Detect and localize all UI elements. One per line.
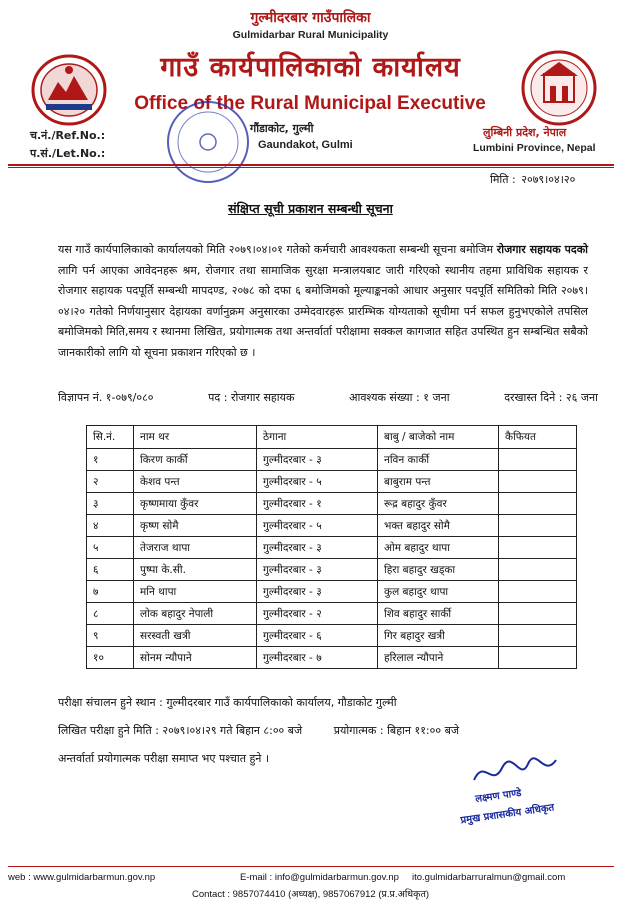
exam-venue: परीक्षा संचालन हुने स्थान : गुल्मीदरबार गाउँ कार्यपालिकाको कार्यालय, गौडाकोट गुल्मी: [58, 696, 397, 709]
cell-sn: ९: [87, 625, 134, 647]
adv-no: विज्ञापन नं. १-०७९/०८०: [58, 391, 154, 404]
header-divider: [8, 164, 614, 166]
cell-sn: ३: [87, 493, 134, 515]
cell-remarks: [499, 581, 577, 603]
written-exam-date: लिखित परीक्षा हुने मिति : २०७९।०४।२९ गते बिहान ८:०० बजे: [58, 724, 303, 737]
cell-sn: १: [87, 449, 134, 471]
cell-name: केशव पन्त: [134, 471, 257, 493]
cell-address: गुल्मीदरबार - ७: [257, 647, 378, 669]
cell-remarks: [499, 603, 577, 625]
col-header-sn: सि.नं.: [87, 426, 134, 449]
table-row: [87, 647, 577, 669]
letter-no-label: प.सं./Let.No.:: [30, 147, 106, 160]
col-header-remarks: कैफियत: [499, 426, 577, 449]
notice-body: [58, 240, 588, 363]
cell-address: गुल्मीदरबार - ३: [257, 559, 378, 581]
required-count: आवश्यक संख्या : १ जना: [349, 391, 450, 404]
cell-sn: ७: [87, 581, 134, 603]
cell-name: मनि थापा: [134, 581, 257, 603]
ref-no-label: च.नं./Ref.No.:: [30, 129, 106, 142]
office-title-np: गाउँ कार्यपालिकाको कार्यालय: [160, 52, 461, 83]
address-en: Gaundakot, Gulmi: [258, 139, 353, 151]
cell-sn: ४: [87, 515, 134, 537]
table-row: [87, 581, 577, 603]
cell-sn: ६: [87, 559, 134, 581]
notice-body-part2: लागि पर्न आएका आवेदनहरू श्रम, रोजगार तथा सामाजिक सुरक्षा मन्त्रालयबाट जारी गरिएको स्थानीय तहमा प्राविधिक सहायक र रोजगार सहायक पदपूर्ति सम्बन्धी मापदण्ड, २०७८ को दफा ६ बमोजिमको मूल्याङ्कनको आधार अनुसार पदपूर्ति समितिको मिति २०७९।०४।२० गतेको निर्णयानुसार देहायका वर्णानुक्रम अनुसारका उम्मेदवारहरू प्रारम्भिक योग्यताको सूचीमा पर्न सफल हुनुभएकोले तपसिल बमोजिमको मिति,समय र स्थानमा लिखित, प्रयोगात्मक तथा अन्तर्वार्ता परीक्षामा सक्कल कागजात सहित उपस्थित हुन सम्बन्धित सबैको जानकारीको लागि यो सूचना प्रकाशन गरिएको छ ।: [58, 263, 588, 359]
cell-parent: नविन कार्की: [378, 449, 499, 471]
cell-name: कृष्ण सोमै: [134, 515, 257, 537]
cell-parent: भक्त बहादुर सोमै: [378, 515, 499, 537]
date-value: २०७९।०४।२०: [521, 173, 576, 186]
cell-name: कृष्णमाया कुँवर: [134, 493, 257, 515]
address-np: गौंडाकोट, गुल्मी: [250, 122, 314, 135]
cell-parent: रूद्र बहादुर कुँवर: [378, 493, 499, 515]
cell-address: गुल्मीदरबार - ३: [257, 449, 378, 471]
header-divider-thin: [8, 167, 614, 168]
cell-sn: २: [87, 471, 134, 493]
applicant-count: दरखास्त दिने : २६ जना: [504, 391, 598, 404]
signatory-name: लक्ष्मण पाण्डे: [474, 787, 523, 806]
date-line: [488, 172, 575, 187]
municipality-name-en: Gulmidarbar Rural Municipality: [232, 29, 389, 41]
cell-remarks: [499, 493, 577, 515]
cell-remarks: [499, 647, 577, 669]
col-header-parent: बाबु / बाजेको नाम: [378, 426, 499, 449]
footer-email-2[interactable]: ito.gulmidarbarruralmun@gmail.com: [412, 872, 566, 883]
cell-remarks: [499, 449, 577, 471]
signatory-title: प्रमुख प्रशासकीय अधिकृत: [459, 802, 555, 827]
cell-parent: ओम बहादुर थापा: [378, 537, 499, 559]
cell-sn: १०: [87, 647, 134, 669]
province-en: Lumbini Province, Nepal: [473, 142, 596, 154]
table-row: [87, 625, 577, 647]
municipality-name-np: गुल्मीदरबार गाउँपालिका: [250, 10, 371, 26]
practical-exam-time: प्रयोगात्मक : बिहान ११:०० बजे: [333, 724, 460, 737]
office-title-en: Office of the Rural Municipal Executive: [134, 93, 486, 114]
table-row: [87, 559, 577, 581]
table-row: [87, 471, 577, 493]
footer-web[interactable]: web : www.gulmidarbarmun.gov.np: [8, 872, 156, 883]
table-row: [87, 493, 577, 515]
cell-name: पुष्पा के.सी.: [134, 559, 257, 581]
cell-address: गुल्मीदरबार - २: [257, 603, 378, 625]
cell-name: किरण कार्की: [134, 449, 257, 471]
col-header-address: ठेगाना: [257, 426, 378, 449]
exam-dates: [58, 723, 459, 738]
footer-divider: [8, 866, 614, 867]
cell-name: सरस्वती खत्री: [134, 625, 257, 647]
table-header-row: [87, 426, 577, 449]
cell-parent: कुल बहादुर थापा: [378, 581, 499, 603]
cell-address: गुल्मीदरबार - ३: [257, 537, 378, 559]
cell-name: लोक बहादुर नेपाली: [134, 603, 257, 625]
cell-parent: बाबुराम पन्त: [378, 471, 499, 493]
notice-body-part1: यस गाउँ कार्यपालिकाको कार्यालयको मिति २०७९।०४।०१ गतेको कर्मचारी आवश्यकता सम्बन्धी सूचना बमोजिम: [58, 243, 497, 256]
cell-address: गुल्मीदरबार - ६: [257, 625, 378, 647]
table-row: [87, 603, 577, 625]
table-row: [87, 449, 577, 471]
date-label: मिति :: [490, 173, 516, 186]
candidate-table: [86, 425, 577, 669]
cell-remarks: [499, 559, 577, 581]
notice-title: संक्षिप्त सूची प्रकाशन सम्बन्धी सूचना: [228, 201, 393, 216]
footer-email[interactable]: E-mail : info@gulmidarbarmun.gov.np: [240, 872, 399, 883]
interview-note: अन्तर्वार्ता प्रयोगात्मक परीक्षा समाप्त भए पश्चात हुने ।: [58, 752, 270, 765]
post: पद : रोजगार सहायक: [208, 391, 295, 404]
province-np: लुम्बिनी प्रदेश, नेपाल: [483, 126, 567, 139]
office-stamp-icon: [162, 96, 254, 188]
cell-sn: ५: [87, 537, 134, 559]
notice-body-bold: रोजगार सहायक पदको: [496, 243, 588, 256]
footer-contact: Contact : 9857074410 (अध्यक्ष), 9857067912 (प्र.प्र.अधिकृत): [191, 889, 430, 900]
cell-sn: ८: [87, 603, 134, 625]
cell-name: सोनम न्यौपाने: [134, 647, 257, 669]
advertisement-line: [58, 390, 598, 405]
table-row: [87, 515, 577, 537]
cell-name: तेजराज थापा: [134, 537, 257, 559]
cell-parent: गिर बहादुर खत्री: [378, 625, 499, 647]
cell-parent: हिरा बहादुर खड्का: [378, 559, 499, 581]
cell-address: गुल्मीदरबार - १: [257, 493, 378, 515]
table-row: [87, 537, 577, 559]
cell-address: गुल्मीदरबार - ५: [257, 515, 378, 537]
col-header-name: नाम थर: [134, 426, 257, 449]
cell-parent: शिव बहादुर सार्की: [378, 603, 499, 625]
cell-address: गुल्मीदरबार - ३: [257, 581, 378, 603]
cell-remarks: [499, 471, 577, 493]
cell-remarks: [499, 625, 577, 647]
cell-parent: हरिलाल न्यौपाने: [378, 647, 499, 669]
cell-remarks: [499, 515, 577, 537]
cell-address: गुल्मीदरबार - ५: [257, 471, 378, 493]
cell-remarks: [499, 537, 577, 559]
